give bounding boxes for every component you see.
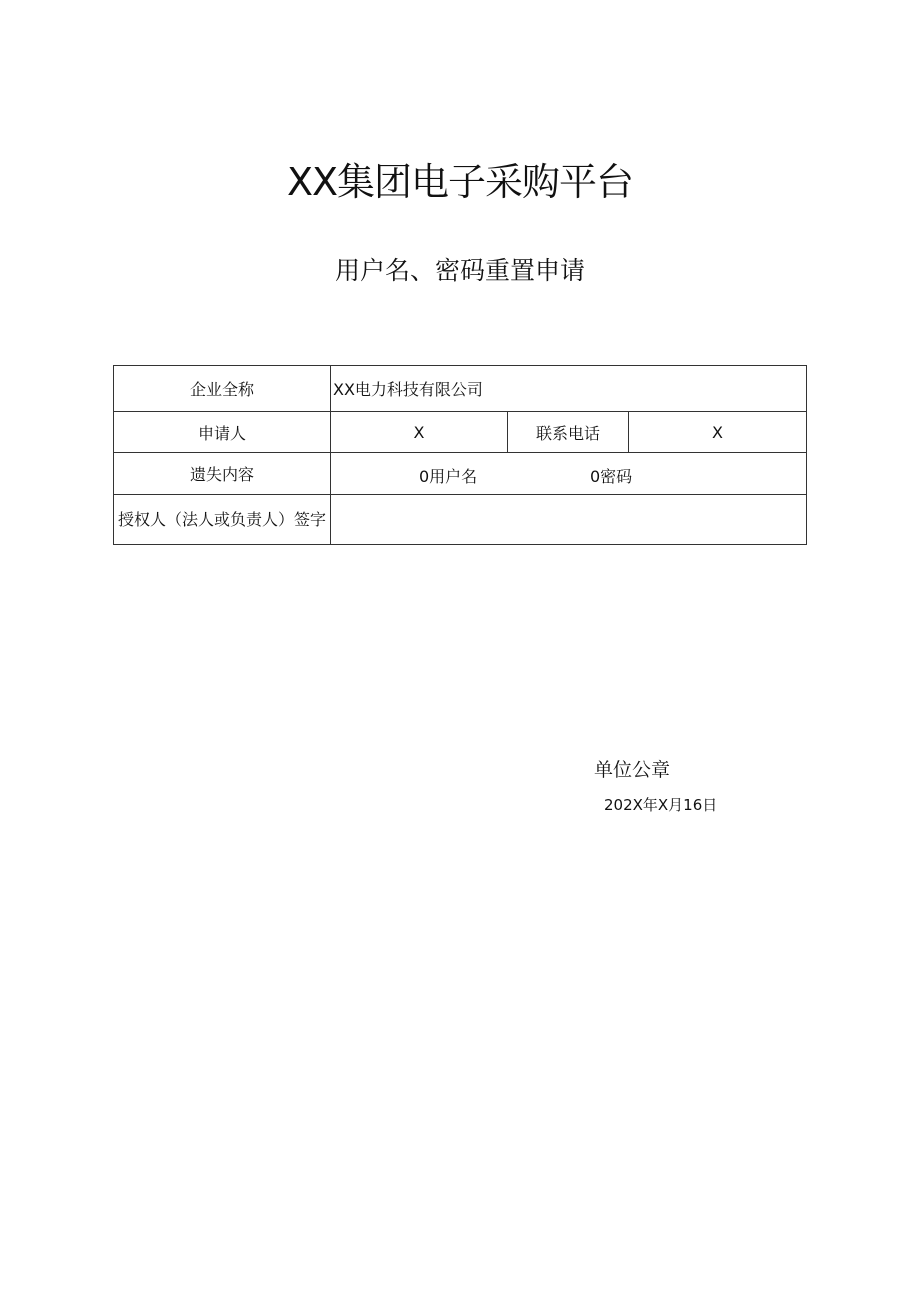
lost-content-label: 遗失内容 [114,453,331,495]
applicant-label: 申请人 [114,412,331,453]
company-value: XX电力科技有限公司 [331,366,807,412]
application-form-table [113,365,807,545]
applicant-value: X [331,412,508,453]
signature-label: 授权人（法人或负责人）签字 [114,495,331,545]
application-date: 202X年X月16日 [604,796,718,814]
company-seal-label: 单位公章 [594,759,671,781]
lost-option-username[interactable]: 0用户名 [419,467,478,486]
company-row [114,366,807,412]
lost-option-password[interactable]: 0密码 [590,467,633,486]
document-title: XX集团电子采购平台 [286,160,634,204]
applicant-row [114,412,807,453]
document-subtitle: 用户名、密码重置申请 [334,256,585,285]
signature-field[interactable] [331,495,807,545]
company-label: 企业全称 [114,366,331,412]
phone-label: 联系电话 [508,412,629,453]
signature-row [114,495,807,545]
phone-value: X [629,412,807,453]
lost-content-row [114,453,807,495]
lost-content-options [331,453,807,495]
